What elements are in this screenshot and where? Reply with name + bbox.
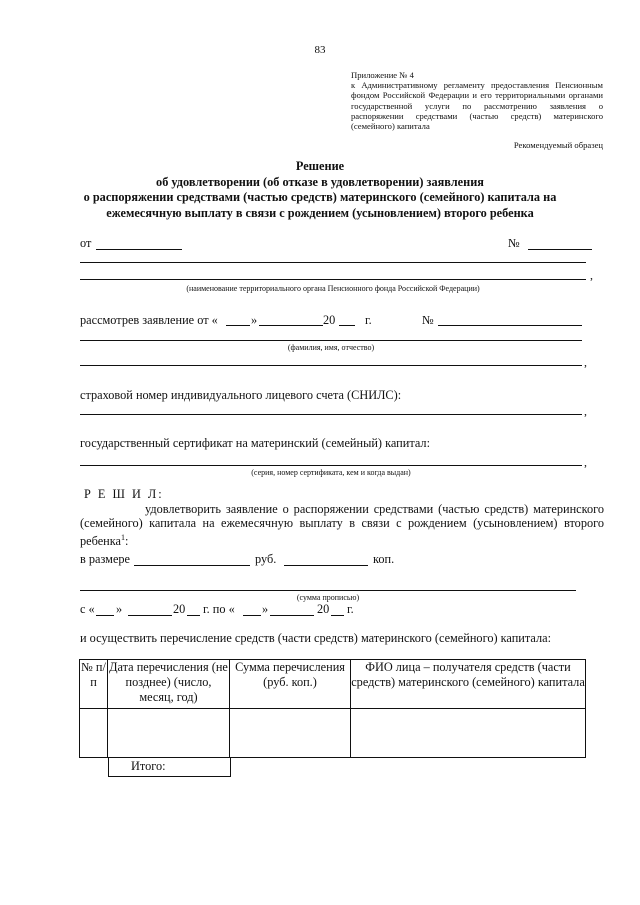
considered-close-quote: » (251, 313, 258, 327)
from-date-field[interactable] (96, 249, 182, 250)
table-header-row (80, 660, 586, 709)
kop-label: коп. (373, 552, 395, 566)
header-number: № п/п (80, 660, 108, 709)
period-from-label: с « (80, 602, 95, 616)
rub-label: руб. (255, 552, 277, 566)
period-end-day-field[interactable] (243, 615, 261, 616)
period-end-year-prefix: 20 (317, 602, 330, 616)
sample-label: Рекомендуемый образец (513, 140, 603, 150)
body-name-comma: , (590, 268, 593, 282)
page-number: 83 (314, 44, 326, 56)
decision-text-end: : (125, 533, 129, 548)
certificate-label: государственный сертификат на материнский (семейный) капитал: (80, 436, 430, 450)
header-date: Дата перечисления (не позднее) (число, месяц, год) (108, 660, 230, 709)
application-day-field[interactable] (226, 325, 250, 326)
footnote-mark: 1 (121, 532, 125, 542)
full-name-line-1[interactable] (80, 340, 582, 341)
transfer-label: и осуществить перечисление средств (части средств) материнского (семейного) капитала: (80, 631, 551, 645)
period-to-close-quote: » (262, 602, 269, 616)
amount-label: в размере (80, 552, 131, 566)
header-recipient: ФИО лица – получателя средств (части средств) материнского (семейного) капитала (351, 660, 586, 709)
appendix-number: Приложение № 4 (351, 70, 414, 80)
cell-number[interactable] (80, 709, 108, 758)
certificate-comma: , (584, 455, 587, 469)
title-line-2: об удовлетворении (об отказе в удовлетворении) заявления (156, 174, 484, 189)
decided-label: Р Е Ш И Л: (84, 487, 164, 501)
document-title (60, 159, 580, 221)
amount-kop-field[interactable] (284, 565, 368, 566)
application-year-field[interactable] (339, 325, 355, 326)
certificate-field[interactable] (80, 465, 582, 466)
caption-certificate: (серия, номер сертификата, кем и когда выдан) (251, 468, 411, 477)
body-name-line-2[interactable] (80, 279, 586, 280)
cell-sum[interactable] (230, 709, 351, 758)
appendix-note (351, 70, 603, 131)
decision-paragraph (80, 502, 604, 548)
caption-amount-words: (сумма прописью) (296, 593, 360, 602)
body-name-line-1[interactable] (80, 262, 586, 263)
period-start-year-prefix: 20 (173, 602, 186, 616)
decision-text: удовлетворить заявление о распоряжении средствами (частью средств) материнского (семейного) капитала на ежемесячную выплату в связи с рождением (усыновлением) второго ребенка (80, 502, 604, 548)
from-label: от (80, 236, 92, 250)
title-line-4: ежемесячную выплату в связи с рождением (усыновлением) второго ребенка (106, 205, 534, 220)
snils-comma: , (584, 404, 587, 418)
cell-date[interactable] (108, 709, 230, 758)
snils-field[interactable] (80, 414, 582, 415)
application-year-suffix: г. (365, 313, 372, 327)
period-to-label: г. по « (203, 602, 235, 616)
period-end-year-field[interactable] (331, 615, 344, 616)
title-line-3: о распоряжении средствами (частью средств) материнского (семейного) капитала на (83, 190, 557, 205)
period-start-year-field[interactable] (187, 615, 200, 616)
period-end-suffix: г. (347, 602, 354, 616)
period-end-month-field[interactable] (270, 615, 314, 616)
amount-rub-field[interactable] (134, 565, 250, 566)
application-year-prefix: 20 (323, 313, 336, 327)
payment-table (79, 659, 586, 758)
total-row (108, 758, 231, 777)
application-number-field[interactable] (438, 325, 582, 326)
caption-name: (фамилия, имя, отчество) (287, 343, 375, 352)
considered-label: рассмотрев заявление от « (80, 313, 218, 327)
full-name-line-2[interactable] (80, 365, 582, 366)
caption-body: (наименование территориального органа Пенсионного фонда Российской Федерации) (186, 284, 480, 293)
cell-recipient[interactable] (351, 709, 586, 758)
application-number-label: № (422, 313, 434, 327)
number-label: № (508, 236, 520, 250)
total-label: Итого: (131, 759, 166, 773)
period-start-day-field[interactable] (96, 615, 114, 616)
application-month-field[interactable] (259, 325, 323, 326)
appendix-text: к Административному регламенту предоставления Пенсионным фондом Российской Федерации и его территориальными органами государственной услуги по рассмотрению заявления о распоряжении средствами (частью средств) материнского (семейного) капитала (351, 80, 603, 132)
full-name-comma: , (584, 355, 587, 369)
decision-number-field[interactable] (528, 249, 592, 250)
header-sum: Сумма перечисления (руб. коп.) (230, 660, 351, 709)
amount-words-field[interactable] (80, 590, 576, 591)
period-start-month-field[interactable] (128, 615, 172, 616)
period-from-close-quote: » (116, 602, 123, 616)
title-line-1: Решение (295, 159, 345, 173)
snils-label: страховой номер индивидуального лицевого счета (СНИЛС): (80, 388, 402, 402)
table-row (80, 709, 586, 758)
